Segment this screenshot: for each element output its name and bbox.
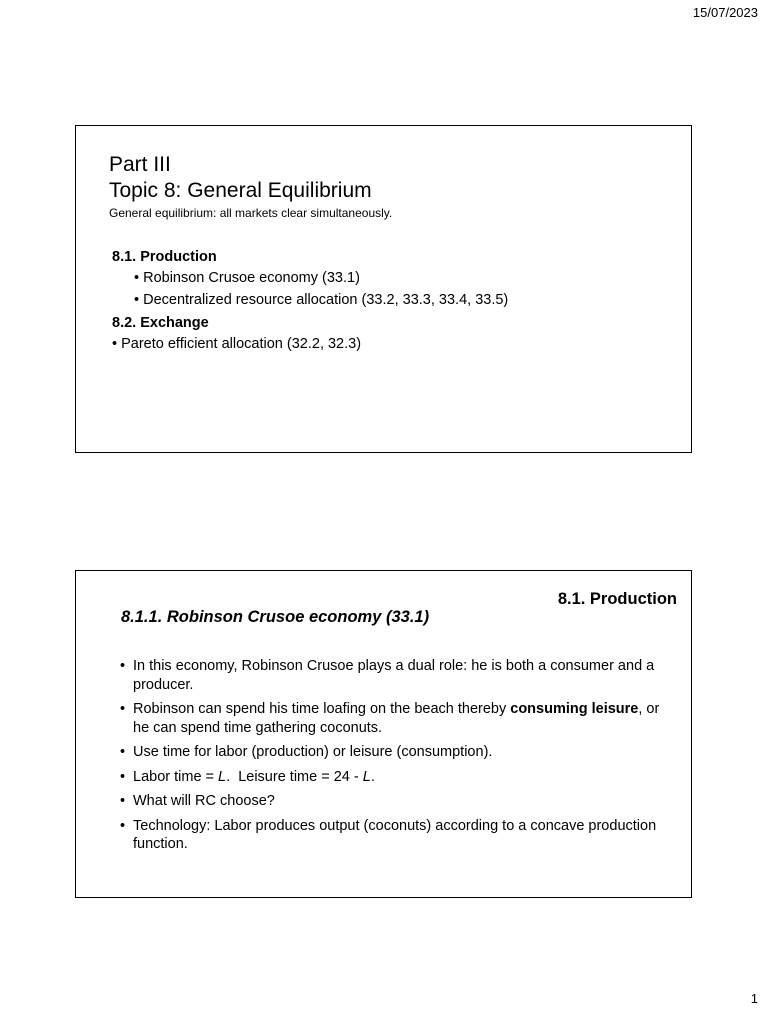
bullet-symbol: • (120, 817, 126, 834)
page-number: 1 (750, 991, 758, 1006)
list-item (120, 792, 660, 811)
section-heading-exchange: 8.2. Exchange (112, 315, 209, 331)
bullet-symbol: • (120, 793, 126, 809)
bullet-list (120, 657, 660, 860)
slide-subtitle: General equilibrium: all markets clear simultaneously. (109, 206, 393, 220)
list-item-text: Robinson can spend his time loafing on the beach thereby (133, 701, 511, 717)
list-item-text: , or he can spend time gathering coconuts. (133, 701, 660, 736)
list-item-text: Use time for labor (production) or leisure (consumption). (133, 744, 493, 760)
list-item-text: . Leisure time = 24 - (226, 768, 363, 785)
list-item (120, 743, 660, 762)
slide-heading: 8.1.1. Robinson Crusoe economy (33.1) (121, 608, 430, 626)
section-label: 8.1. Production (557, 590, 677, 608)
page-date: 15/07/2023 (692, 5, 758, 20)
bullet-symbol: • (120, 744, 126, 760)
list-item (120, 657, 660, 694)
list-item-text: . (370, 768, 375, 785)
outline-item-text: Decentralized resource allocation (33.2, 33.3, 33.4, 33.5) (143, 292, 509, 308)
bullet-symbol: • (120, 701, 126, 717)
outline-item: • Pareto efficient allocation (32.2, 32.3) (112, 336, 362, 352)
list-item-text: What will RC choose? (133, 793, 275, 809)
list-item-text: In this economy, Robinson Crusoe plays a dual role: he is both a consumer and a producer. (133, 658, 655, 693)
list-item (120, 700, 660, 737)
outline-item-text: Robinson Crusoe economy (33.1) (143, 270, 360, 286)
list-item (120, 817, 660, 854)
variable-L: L (362, 768, 371, 785)
slide-title: Topic 8: General Equilibrium (109, 179, 372, 202)
outline (112, 247, 508, 355)
part-label: Part III (109, 153, 171, 176)
outline-item: • Decentralized resource allocation (33.2, 33.3, 33.4, 33.5) (134, 292, 509, 308)
list-item-text: Labor time = (133, 768, 219, 785)
slide-1 (75, 125, 692, 453)
bullet-symbol: • (120, 768, 126, 785)
list-item-emphasis: consuming leisure (510, 701, 639, 717)
list-item (120, 768, 660, 787)
slide-2 (75, 570, 692, 898)
outline-item: • Robinson Crusoe economy (33.1) (134, 270, 360, 286)
bullet-symbol: • (120, 658, 126, 674)
outline-item-text: Pareto efficient allocation (32.2, 32.3) (121, 336, 362, 352)
section-heading-production: 8.1. Production (112, 249, 217, 265)
list-item-text: Technology: Labor produces output (coconuts) according to a concave production function. (133, 817, 657, 852)
variable-L: L (218, 768, 227, 785)
